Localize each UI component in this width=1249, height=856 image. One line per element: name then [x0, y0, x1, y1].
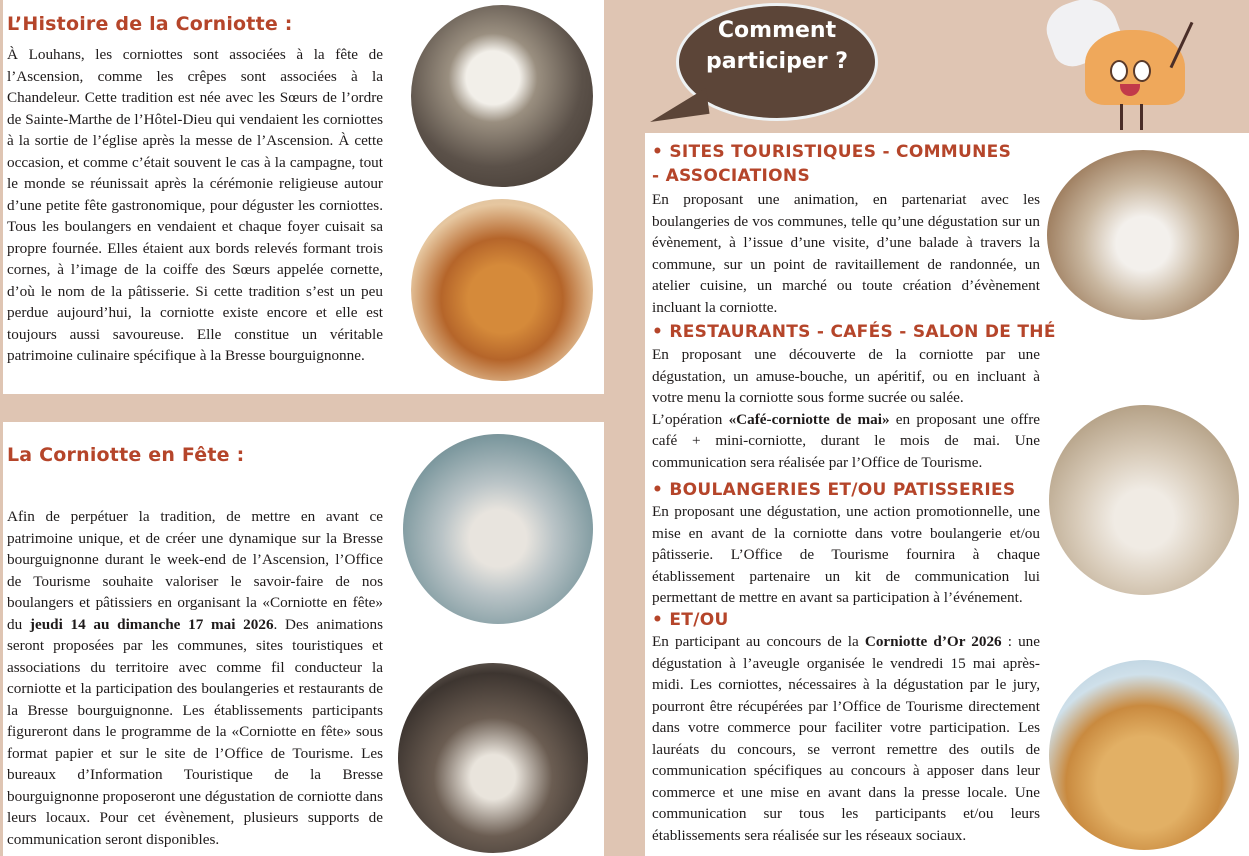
- section-title-sites: • SITES TOURISTIQUES - COMMUNES - ASSOCIATIONS: [652, 142, 1012, 186]
- photo-dining-hall: [1049, 405, 1239, 595]
- concours-text-end: : une dégustation à l’aveugle organisée le vendredi 15 mai après-midi. Les corniottes, nécessaires à la dégustation par le jury, pourront être récupérées par l’Office de Tourisme directement dans votre commerce pour faciliter votre participation. Les lauréats du concours, se verront remettre des outils de communication spécifiques au concours à apposer dans leur commerce et une mise en avant dans la presse locale. Une communication sur tous les participants et/ou leurs établissements sera réalisée sur les réseaux sociaux.: [652, 633, 1041, 844]
- section-title-etou: • ET/OU: [652, 610, 729, 630]
- concours-text: En participant au concours de la: [652, 633, 865, 650]
- section-title-restaurants: • RESTAURANTS - CAFÉS - SALON DE THÉ: [652, 322, 1056, 342]
- mascot-corniotte-chef: [1040, 0, 1220, 132]
- photo-trophy: [403, 434, 593, 624]
- bubble-text: [676, 15, 878, 77]
- leg: [1120, 104, 1123, 130]
- restaurants-text: En proposant une découverte de la corniotte par une dégustation, un amuse-bouche, un apéritif, ou en incluant à votre menu la corniotte sous forme sucrée ou salée.: [652, 346, 1040, 406]
- section-title-boulangeries: • BOULANGERIES ET/OU PATISSERIES: [652, 480, 1016, 500]
- bubble-line-2: participer ?: [705, 49, 849, 74]
- eye-icon: [1133, 60, 1151, 82]
- speech-bubble-tail: [646, 88, 709, 122]
- photo-group-chefs: [1047, 150, 1239, 320]
- fete-body-text: Afin de perpétuer la tradition, de mettre en avant ce patrimoine unique, et de créer une dynamique sur la Bresse bourguignonne durant le week-end de l’Ascension, l’Office de Tourisme souhaite valoriser le savoir-faire de nos boulangers et pâtissiers en organisant la «Corniotte en fête» du: [7, 508, 383, 633]
- eye-icon: [1110, 60, 1128, 82]
- leg: [1140, 104, 1143, 130]
- fete-title: La Corniotte en Fête :: [7, 444, 245, 466]
- section-body-restaurants: [652, 344, 1040, 473]
- photo-corniottes-basket: [1049, 660, 1239, 850]
- photo-corniottes-tray: [411, 199, 593, 381]
- bubble-line-1: Comment: [717, 18, 837, 43]
- section-body-boulangeries: En proposant une dégustation, une action promotionnelle, une mise en avant de la corniotte dans votre boulangerie et/ou pâtisserie. L’Office de Tourisme fournira à chaque établissement partenaire un kit de communication lui permettant de mettre en avant sa participation à l’événement.: [652, 503, 1040, 606]
- photo-winners: [398, 663, 588, 853]
- restaurants-text-3: en proposant une offre café + mini-corniotte, durant le mois de mai. Une communication sera réalisée par l’Office de Tourisme.: [652, 410, 1040, 471]
- cafe-corniotte-operation: «Café-corniotte de mai»: [728, 410, 890, 428]
- section-body-sites: En proposant une animation, en partenariat avec les boulangeries de vos communes, telle qu’une dégustation sur un évènement, à l’issue d’une visite, d’une balade à travers la commune, sur un point de ravitaillement de randonnée, un atelier cuisine, un marché ou toute création d’évènement incluant la corniotte.: [652, 191, 1040, 316]
- section-body-concours: [652, 631, 1040, 846]
- histoire-title: L’Histoire de la Corniotte :: [7, 13, 293, 35]
- photo-nun-hotel-dieu: [411, 5, 593, 187]
- fete-body: [7, 506, 383, 850]
- corniotte-dor: Corniotte d’Or 2026: [864, 633, 1002, 650]
- fete-body-text-end: . Des animations seront proposées par les communes, sites touristiques et associations du territoire avec comme fil conducteur la corniotte et la participation des boulangeries et restaurants de la Bresse bourguignonne. Les établissements participants figureront dans le programme de la «Corniotte en fête» sous format papier et sur le site de l’Office de Tourisme. Les bureaux d’Information Touristique de la Bresse bourguignonne proposeront une dégustation de corniotte dans leurs locaux. Pour cet évènement, plusieurs supports de communication seront disponibles.: [7, 615, 384, 848]
- histoire-body: À Louhans, les corniottes sont associées à la fête de l’Ascension, comme les crêpes sont associées à la Chandeleur. Cette tradition est née avec les Sœurs de l’ordre de Sainte-Marthe de l’Hôtel-Dieu qui vendaient les corniottes à la sortie de l’église après la messe de l’Ascension. À cette occasion, et comme c’était souvent le cas à la campagne, tout le monde se réunissait après la cérémonie religieuse autour d’une petite fête gastronomique, pour déguster les corniottes. Tous les boulangers en vendaient et chaque foyer cuisait sa propre fournée. Elles étaient aux bords relevés formant trois cornes, à l’image de la coiffe des Sœurs appelée cornette, d’où le nom de la pâtisserie. Si cette tradition s’est un peu perdue aujourd’hui, la corniotte existe encore et elle est toujours aussi savoureuse. Elle constitue un véritable patrimoine culinaire spécifique à la Bresse bourguignonne.: [7, 46, 383, 364]
- restaurants-text-2: L’opération: [652, 410, 729, 428]
- fete-dates: jeudi 14 au dimanche 17 mai 2026: [29, 615, 274, 633]
